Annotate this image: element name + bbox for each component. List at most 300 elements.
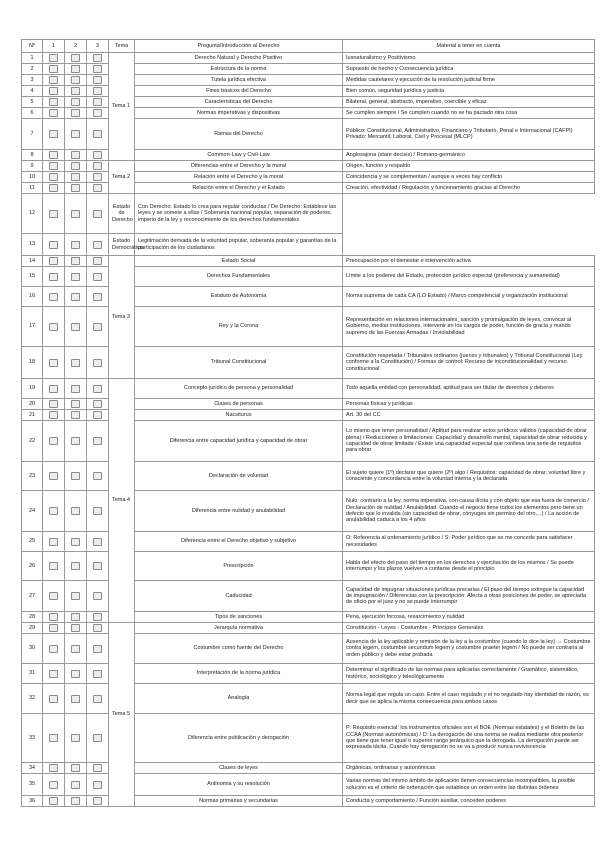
checkbox-cell-2 — [65, 623, 87, 634]
checkbox-cell-3 — [87, 399, 109, 410]
review-checkbox-1[interactable] — [49, 764, 58, 772]
checkbox-cell-2 — [65, 53, 87, 64]
review-checkbox-2[interactable] — [71, 76, 80, 84]
review-checkbox-2[interactable] — [71, 592, 80, 600]
review-checkbox-3[interactable] — [93, 670, 102, 678]
row-number: 7 — [22, 119, 43, 150]
review-checkbox-1[interactable] — [49, 173, 58, 181]
checkbox-cell-3 — [87, 796, 109, 807]
review-checkbox-3[interactable] — [93, 162, 102, 170]
tema-label: Tema 5 — [109, 623, 135, 807]
table-row — [22, 612, 595, 623]
review-checkbox-1[interactable] — [49, 670, 58, 678]
checkbox-cell-1 — [43, 97, 65, 108]
question-cell: Normas imperativas y dispositivas — [135, 108, 343, 119]
review-checkbox-2[interactable] — [71, 695, 80, 703]
table-row — [22, 256, 595, 267]
question-cell: Antinomia y su resolución — [135, 774, 343, 796]
checkbox-cell-1 — [43, 172, 65, 183]
review-checkbox-3[interactable] — [93, 385, 102, 393]
checkbox-cell-3 — [87, 194, 109, 234]
review-checkbox-2[interactable] — [71, 624, 80, 632]
checkbox-cell-1 — [43, 462, 65, 491]
checkbox-cell-1 — [43, 581, 65, 612]
checkbox-cell-2 — [65, 491, 87, 532]
review-checkbox-3[interactable] — [93, 359, 102, 367]
review-checkbox-2[interactable] — [71, 472, 80, 480]
review-checkbox-2[interactable] — [71, 764, 80, 772]
checkbox-cell-2 — [65, 267, 87, 287]
review-checkbox-1[interactable] — [49, 323, 58, 331]
review-checkbox-3[interactable] — [93, 173, 102, 181]
checkbox-cell-2 — [65, 763, 87, 774]
question-cell: Concepto jurídico de persona y personalidad — [135, 379, 343, 399]
material-cell: Público: Constitucional, Administrativo, Financiero y Tributario, Penal e Internacional (CAFPI) Privado: Mercantil, Laboral, Civil y Procesal (MLCP) — [343, 119, 595, 150]
table-row — [22, 532, 595, 552]
row-number: 36 — [22, 796, 43, 807]
material-cell: Legitimación derivada de la voluntad popular, soberanía popular y garantías de la participación de los ciudadanos — [135, 234, 343, 256]
review-checkbox-2[interactable] — [71, 437, 80, 445]
checkbox-cell-3 — [87, 612, 109, 623]
material-cell: Norma legal que regula un caso. Entre el caso regulado y el no regulado hay identidad de razón, es decir que se aplica la misma consecuencia para ambos casos — [343, 684, 595, 714]
checkbox-cell-1 — [43, 612, 65, 623]
question-cell: Caducidad — [135, 581, 343, 612]
review-checkbox-3[interactable] — [93, 241, 102, 249]
checkbox-cell-3 — [87, 108, 109, 119]
tema-label: Tema 1 — [109, 53, 135, 161]
review-checkbox-2[interactable] — [71, 162, 80, 170]
checkbox-cell-2 — [65, 399, 87, 410]
review-checkbox-1[interactable] — [49, 130, 58, 138]
material-cell: El sujeto quiere (1º) declarar que quiere (2º) algo / Requisitos: capacidad de obrar, voluntad libre y consciente y concordancia entre la voluntad interna y la declarada — [343, 462, 595, 491]
checkbox-cell-2 — [65, 421, 87, 462]
row-number: 32 — [22, 684, 43, 714]
review-checkbox-1[interactable] — [49, 472, 58, 480]
table-row — [22, 581, 595, 612]
checkbox-cell-1 — [43, 379, 65, 399]
review-checkbox-2[interactable] — [71, 797, 80, 805]
checkbox-cell-3 — [87, 150, 109, 161]
question-cell: Tribunal Constitucional — [135, 347, 343, 379]
row-number: 33 — [22, 714, 43, 763]
checkbox-cell-2 — [65, 307, 87, 347]
row-number: 5 — [22, 97, 43, 108]
table-row — [22, 634, 595, 664]
table-row — [22, 552, 595, 581]
table-row — [22, 410, 595, 421]
checkbox-cell-1 — [43, 796, 65, 807]
checkbox-cell-2 — [65, 119, 87, 150]
review-checkbox-2[interactable] — [71, 670, 80, 678]
review-checkbox-2[interactable] — [71, 411, 80, 419]
checkbox-cell-2 — [65, 64, 87, 75]
review-checkbox-1[interactable] — [49, 734, 58, 742]
checkbox-cell-3 — [87, 714, 109, 763]
review-checkbox-1[interactable] — [49, 695, 58, 703]
review-checkbox-1[interactable] — [49, 592, 58, 600]
review-checkbox-3[interactable] — [93, 734, 102, 742]
review-checkbox-2[interactable] — [71, 781, 80, 789]
review-checkbox-2[interactable] — [71, 130, 80, 138]
review-checkbox-2[interactable] — [71, 734, 80, 742]
review-checkbox-2[interactable] — [71, 184, 80, 192]
material-cell: Creación, efectividad / Regulación y funcionamiento gracias al Derecho — [343, 183, 595, 194]
review-checkbox-1[interactable] — [49, 797, 58, 805]
checkbox-cell-3 — [87, 532, 109, 552]
question-cell: Estado Social — [135, 256, 343, 267]
checkbox-cell-3 — [87, 97, 109, 108]
material-cell: Habla del efecto del paso del tiempo en los derechos y ejercitación de los mismos / Se puede interrumpir y los plazos vuelven a contarse desde el principio — [343, 552, 595, 581]
question-cell: Estado Democrático — [109, 234, 135, 256]
review-checkbox-1[interactable] — [49, 400, 58, 408]
row-number: 18 — [22, 347, 43, 379]
row-number: 15 — [22, 267, 43, 287]
checkbox-cell-1 — [43, 347, 65, 379]
review-checkbox-3[interactable] — [93, 645, 102, 653]
checkbox-cell-1 — [43, 532, 65, 552]
review-checkbox-2[interactable] — [71, 54, 80, 62]
review-checkbox-1[interactable] — [49, 645, 58, 653]
question-cell: Derecho Natural y Derecho Positivo — [135, 53, 343, 64]
checkbox-cell-3 — [87, 421, 109, 462]
review-checkbox-2[interactable] — [71, 385, 80, 393]
checkbox-cell-3 — [87, 623, 109, 634]
review-checkbox-3[interactable] — [93, 507, 102, 515]
review-checkbox-3[interactable] — [93, 437, 102, 445]
row-number: 3 — [22, 75, 43, 86]
checkbox-cell-2 — [65, 774, 87, 796]
checkbox-cell-1 — [43, 183, 65, 194]
table-row — [22, 379, 595, 399]
checkbox-cell-2 — [65, 97, 87, 108]
checkbox-cell-2 — [65, 462, 87, 491]
checkbox-cell-3 — [87, 119, 109, 150]
table-row — [22, 86, 595, 97]
table-row — [22, 347, 595, 379]
material-cell: Nulo: contrario a la ley, norma imperativa, con causa ilícita y con objeto que esa fuera de comercio / Declaración de nulidad / Anulabilidad: Cuando el negocio tiene todos los elementos pero tiene un defecto que lo invalida (sin capacidad de obrar, cónyuges sin permiso del otro,...) / La acción de anulabilidad caduca a los 4 años — [343, 491, 595, 532]
table-row — [22, 119, 595, 150]
row-number: 8 — [22, 150, 43, 161]
review-checkbox-1[interactable] — [49, 98, 58, 106]
checkbox-cell-1 — [43, 634, 65, 664]
question-cell: Ramas del Derecho — [135, 119, 343, 150]
table-row — [22, 307, 595, 347]
row-number: 29 — [22, 623, 43, 634]
checkbox-cell-2 — [65, 287, 87, 307]
checkbox-cell-2 — [65, 256, 87, 267]
review-checkbox-3[interactable] — [93, 472, 102, 480]
row-number: 27 — [22, 581, 43, 612]
material-cell: Capacidad de impugnar situaciones jurídicas precarias / El paso del tiempo extingue la capacidad de impugnación / Diferencias con la prescripción: Afecta a otras posiciones de poder, se apreciada de oficio por el juez y no se puede interrumpir — [343, 581, 595, 612]
checkbox-cell-3 — [87, 234, 109, 256]
material-cell: Conducta y comportamiento / Función auxiliar, conceden poderes — [343, 796, 595, 807]
material-cell: Varias normas del mismo ámbito de aplicación tienen consecuencias incompatibles, la posible solución es el criterio de ordenación que establece un orden entre las distintas órdenes — [343, 774, 595, 796]
header-number: Nº — [22, 40, 43, 53]
material-cell: Medidas cautelares y ejecución de la resolución judicial firme — [343, 75, 595, 86]
review-checkbox-2[interactable] — [71, 241, 80, 249]
question-cell: Clases de personas — [135, 399, 343, 410]
material-cell: Origen, función y respaldo — [343, 161, 595, 172]
review-checkbox-1[interactable] — [49, 54, 58, 62]
review-checkbox-3[interactable] — [93, 411, 102, 419]
checkbox-cell-3 — [87, 267, 109, 287]
table-row — [22, 763, 595, 774]
material-cell: Constitución - Leyes - Costumbre - Principios Generales — [343, 623, 595, 634]
table-row — [22, 97, 595, 108]
row-number: 9 — [22, 161, 43, 172]
review-checkbox-3[interactable] — [93, 562, 102, 570]
review-checkbox-2[interactable] — [71, 538, 80, 546]
review-checkbox-1[interactable] — [49, 273, 58, 281]
checkbox-cell-3 — [87, 664, 109, 684]
checkbox-cell-1 — [43, 53, 65, 64]
checkbox-cell-2 — [65, 796, 87, 807]
review-checkbox-1[interactable] — [49, 76, 58, 84]
review-checkbox-1[interactable] — [49, 359, 58, 367]
material-cell: Límite a los poderes del Estado, protección jurídico especial (preferencia y sumariedad) — [343, 267, 595, 287]
review-checkbox-1[interactable] — [49, 241, 58, 249]
review-checkbox-3[interactable] — [93, 624, 102, 632]
table-row — [22, 491, 595, 532]
question-cell: Interpretación de la norma jurídica — [135, 664, 343, 684]
review-checkbox-3[interactable] — [93, 293, 102, 301]
review-checkbox-3[interactable] — [93, 98, 102, 106]
checkbox-cell-2 — [65, 532, 87, 552]
material-cell: Determinar el significado de las normas para aplicarlas correctamente / Gramático, sistemático, histórico, sociológico y teleológicamente — [343, 664, 595, 684]
review-checkbox-1[interactable] — [49, 411, 58, 419]
review-checkbox-3[interactable] — [93, 613, 102, 621]
question-cell: Relación entre el Derecho y la moral — [135, 172, 343, 183]
review-checkbox-3[interactable] — [93, 273, 102, 281]
review-checkbox-2[interactable] — [71, 400, 80, 408]
checkbox-cell-2 — [65, 172, 87, 183]
row-number: 1 — [22, 53, 43, 64]
material-cell: Todo aquella entidad con personalidad, aptitud para ser titular de derechos y deberes — [343, 379, 595, 399]
review-checkbox-2[interactable] — [71, 87, 80, 95]
review-checkbox-1[interactable] — [49, 385, 58, 393]
question-cell: Estado de Derecho — [109, 194, 135, 234]
review-checkbox-3[interactable] — [93, 87, 102, 95]
header-row — [22, 40, 595, 53]
checkbox-cell-2 — [65, 161, 87, 172]
table-row — [22, 194, 595, 234]
table-row — [22, 172, 595, 183]
checkbox-cell-1 — [43, 194, 65, 234]
checkbox-cell-1 — [43, 64, 65, 75]
checkbox-cell-1 — [43, 410, 65, 421]
checkbox-cell-2 — [65, 714, 87, 763]
row-number: 22 — [22, 421, 43, 462]
table-row — [22, 108, 595, 119]
checkbox-cell-2 — [65, 183, 87, 194]
review-checkbox-3[interactable] — [93, 54, 102, 62]
table-row — [22, 796, 595, 807]
table-row — [22, 664, 595, 684]
review-checkbox-1[interactable] — [49, 507, 58, 515]
checkbox-cell-1 — [43, 119, 65, 150]
review-checkbox-2[interactable] — [71, 273, 80, 281]
checkbox-cell-1 — [43, 491, 65, 532]
review-checkbox-1[interactable] — [49, 293, 58, 301]
material-cell: Se cumplen siempre / Se cumplen cuando no se ha pactado otra cosa — [343, 108, 595, 119]
checkbox-cell-2 — [65, 664, 87, 684]
checkbox-cell-2 — [65, 379, 87, 399]
review-checkbox-1[interactable] — [49, 562, 58, 570]
review-checkbox-3[interactable] — [93, 65, 102, 73]
checkbox-cell-3 — [87, 287, 109, 307]
checkbox-cell-2 — [65, 552, 87, 581]
tema-label: Tema 4 — [109, 379, 135, 623]
checkbox-cell-2 — [65, 347, 87, 379]
review-checkbox-3[interactable] — [93, 323, 102, 331]
review-checkbox-3[interactable] — [93, 151, 102, 159]
review-checkbox-2[interactable] — [71, 65, 80, 73]
review-checkbox-3[interactable] — [93, 538, 102, 546]
review-checkbox-2[interactable] — [71, 507, 80, 515]
review-checkbox-2[interactable] — [71, 151, 80, 159]
question-cell: Diferencia entre el Derecho objetivo y subjetivo — [135, 532, 343, 552]
checkbox-cell-2 — [65, 86, 87, 97]
review-checkbox-3[interactable] — [93, 764, 102, 772]
header-check-2: 2 — [65, 40, 87, 53]
material-cell: Iusnaturalismo y Positivismo — [343, 53, 595, 64]
question-cell: Declaración de voluntad — [135, 462, 343, 491]
review-checkbox-1[interactable] — [49, 184, 58, 192]
checkbox-cell-1 — [43, 774, 65, 796]
material-cell: Norma suprema de cada CA (LO Estado) / Marco competencial y organización institucional — [343, 287, 595, 307]
review-checkbox-3[interactable] — [93, 695, 102, 703]
review-checkbox-2[interactable] — [71, 109, 80, 117]
table-row — [22, 75, 595, 86]
review-checkbox-1[interactable] — [49, 109, 58, 117]
row-number: 25 — [22, 532, 43, 552]
checkbox-cell-3 — [87, 379, 109, 399]
checkbox-cell-2 — [65, 410, 87, 421]
review-checkbox-3[interactable] — [93, 130, 102, 138]
review-checkbox-1[interactable] — [49, 151, 58, 159]
question-cell: Diferencia entre capacidad jurídica y capacidad de obrar — [135, 421, 343, 462]
study-checklist-sheet — [21, 39, 594, 807]
review-checkbox-3[interactable] — [93, 76, 102, 84]
review-checkbox-2[interactable] — [71, 613, 80, 621]
checkbox-cell-1 — [43, 714, 65, 763]
material-cell: Constitución respetada / Tribunales ordinarios (jueces y tribunales) y Tribunal Constitucional (Ley conforme a la Constitución) / Formas de control: Recurso de inconstitucionalidad y recurso constitucional — [343, 347, 595, 379]
review-checkbox-2[interactable] — [71, 323, 80, 331]
material-cell: Pena, ejecución forzosa, resarcimiento y nulidad — [343, 612, 595, 623]
review-checkbox-3[interactable] — [93, 400, 102, 408]
table-row — [22, 287, 595, 307]
checkbox-cell-3 — [87, 183, 109, 194]
checkbox-cell-1 — [43, 267, 65, 287]
review-checkbox-2[interactable] — [71, 210, 80, 218]
review-checkbox-3[interactable] — [93, 781, 102, 789]
row-number: 35 — [22, 774, 43, 796]
question-cell: Características del Derecho — [135, 97, 343, 108]
review-checkbox-3[interactable] — [93, 109, 102, 117]
row-number: 10 — [22, 172, 43, 183]
material-cell: Representación en relaciones internacionales, sanción y promulgación de leyes, convocar al Gobierno, mediar instituciones, intervenir en los cargos de poder, función de gracia y mando supremo de las Fuerzas Armadas / Inviolabilidad — [343, 307, 595, 347]
material-cell: Bien común, seguridad jurídica y justicia — [343, 86, 595, 97]
table-row — [22, 714, 595, 763]
checkbox-cell-1 — [43, 86, 65, 97]
table-row — [22, 774, 595, 796]
header-check-1: 1 — [43, 40, 65, 53]
review-checkbox-1[interactable] — [49, 87, 58, 95]
review-checkbox-1[interactable] — [49, 65, 58, 73]
review-checkbox-2[interactable] — [71, 293, 80, 301]
review-checkbox-1[interactable] — [49, 781, 58, 789]
material-cell: Art. 30 del CC — [343, 410, 595, 421]
row-number: 11 — [22, 183, 43, 194]
table-row — [22, 421, 595, 462]
row-number: 19 — [22, 379, 43, 399]
checkbox-cell-3 — [87, 462, 109, 491]
checkbox-cell-2 — [65, 612, 87, 623]
review-checkbox-1[interactable] — [49, 538, 58, 546]
review-checkbox-1[interactable] — [49, 257, 58, 265]
material-cell: Lo mismo que tener personalidad / Aptitud para realizar actos jurídicos válidos (capacidad de obrar plena) / Reducciones o limitaciones: Capacidad y desarrollo mental, capacidad de obrar reducida y capacidad de obrar limitada / Existe una capacidad especial que conlleva una serie de requisitos para obrar — [343, 421, 595, 462]
review-checkbox-3[interactable] — [93, 797, 102, 805]
row-number: 14 — [22, 256, 43, 267]
review-checkbox-2[interactable] — [71, 359, 80, 367]
review-checkbox-2[interactable] — [71, 645, 80, 653]
review-checkbox-1[interactable] — [49, 162, 58, 170]
table-row — [22, 64, 595, 75]
checkbox-cell-3 — [87, 410, 109, 421]
table-row — [22, 623, 595, 634]
material-cell: Con Derecho: Estado lo crea para regular conductas / De Derecho: Establece las leyes y se somete a ellas / Soberanía nacional popular, separación de poderes, imperio de la ley y reconocimiento de los derechos fundamentales — [135, 194, 343, 234]
checkbox-cell-3 — [87, 53, 109, 64]
material-cell: P: Requisito esencial: los instrumentos oficiales son el BOE (Normas estatales) y el Boletín de las CCAA (Normas autonómicas) / D: La derogación de una norma se realiza mediante otra posterior que tiene que tener igual o superior rango jerárquico que la derogada. La derogación puede ser expresada tácita. Cuando hay derogación no se va a producir nunca reviviscencia — [343, 714, 595, 763]
review-checkbox-3[interactable] — [93, 184, 102, 192]
review-checkbox-1[interactable] — [49, 437, 58, 445]
review-checkbox-1[interactable] — [49, 210, 58, 218]
question-cell: Costumbre como fuente del Derecho — [135, 634, 343, 664]
material-cell: Ausencia de la ley aplicable y remisión de la ley a la costumbre (cuando lo dice la ley) → Costumbre contra legem, costumbre secundum legem y costumbre praeter legem / No puede ser contraria al orden público y debe estar probada — [343, 634, 595, 664]
review-checkbox-2[interactable] — [71, 98, 80, 106]
review-checkbox-2[interactable] — [71, 257, 80, 265]
material-cell: Anglosajona (stare decisis) / Romano-germánico — [343, 150, 595, 161]
row-number: 34 — [22, 763, 43, 774]
checkbox-cell-1 — [43, 161, 65, 172]
review-checkbox-1[interactable] — [49, 624, 58, 632]
question-cell: Derechos Fundamentales — [135, 267, 343, 287]
question-cell: Diferencia entre nulidad y anulabilidad — [135, 491, 343, 532]
checkbox-cell-3 — [87, 347, 109, 379]
review-checkbox-3[interactable] — [93, 257, 102, 265]
header-question: Pregunta/Introducción al Derecho — [135, 40, 343, 53]
checkbox-cell-1 — [43, 75, 65, 86]
review-checkbox-3[interactable] — [93, 592, 102, 600]
checkbox-cell-2 — [65, 581, 87, 612]
question-cell: Diferencia entre publicación y derogación — [135, 714, 343, 763]
review-checkbox-2[interactable] — [71, 562, 80, 570]
question-cell: Rey y la Corona — [135, 307, 343, 347]
row-number: 30 — [22, 634, 43, 664]
tema-label: Tema 2 — [109, 161, 135, 194]
material-cell: O: Referencia al ordenamiento jurídico / S: Poder jurídico que se me concede para satisfacer necesidades — [343, 532, 595, 552]
review-checkbox-2[interactable] — [71, 173, 80, 181]
table-row — [22, 462, 595, 491]
checkbox-cell-3 — [87, 256, 109, 267]
checkbox-cell-3 — [87, 774, 109, 796]
checkbox-cell-3 — [87, 763, 109, 774]
review-checkbox-3[interactable] — [93, 210, 102, 218]
checkbox-cell-2 — [65, 150, 87, 161]
checkbox-cell-1 — [43, 256, 65, 267]
question-cell: Estructura de la norma — [135, 64, 343, 75]
review-checkbox-1[interactable] — [49, 613, 58, 621]
